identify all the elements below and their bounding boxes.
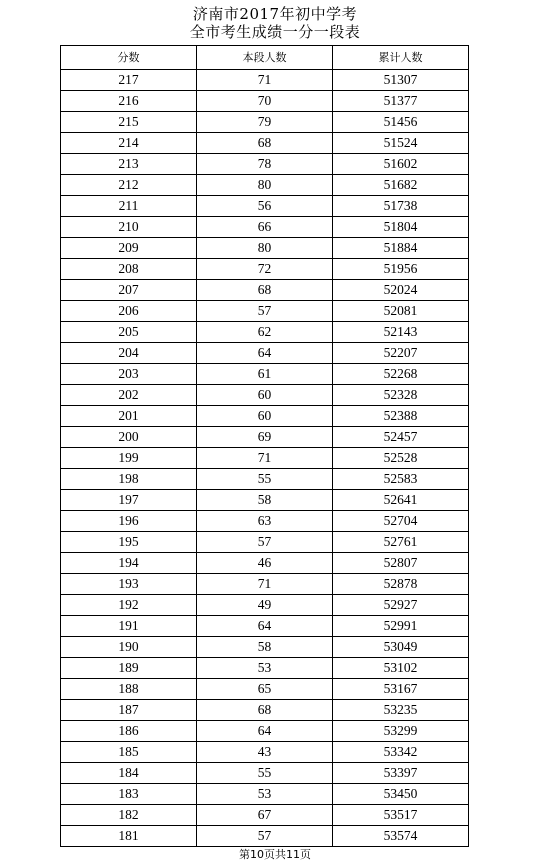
- cell-cumulative-count: 53049: [333, 637, 469, 658]
- table-row: [61, 112, 469, 133]
- cell-cumulative-count: 51307: [333, 70, 469, 91]
- cell-cumulative-count: 52024: [333, 280, 469, 301]
- cell-cumulative-count: 51602: [333, 154, 469, 175]
- cell-score: 203: [61, 364, 197, 385]
- cell-segment-count: 67: [197, 805, 333, 826]
- cell-cumulative-count: 51956: [333, 259, 469, 280]
- table-row: [61, 658, 469, 679]
- table-row: [61, 826, 469, 847]
- cell-score: 194: [61, 553, 197, 574]
- table-row: [61, 427, 469, 448]
- cell-score: 201: [61, 406, 197, 427]
- table-row: [61, 364, 469, 385]
- cell-score: 199: [61, 448, 197, 469]
- table-row: [61, 784, 469, 805]
- cell-score: 190: [61, 637, 197, 658]
- cell-score: 189: [61, 658, 197, 679]
- cell-score: 209: [61, 238, 197, 259]
- table-row: [61, 91, 469, 112]
- cell-segment-count: 80: [197, 238, 333, 259]
- cell-segment-count: 79: [197, 112, 333, 133]
- table-row: [61, 805, 469, 826]
- cell-cumulative-count: 51738: [333, 196, 469, 217]
- cell-cumulative-count: 53235: [333, 700, 469, 721]
- cell-cumulative-count: 53167: [333, 679, 469, 700]
- table-row: [61, 196, 469, 217]
- table-row: [61, 343, 469, 364]
- cell-score: 184: [61, 763, 197, 784]
- table-row: [61, 553, 469, 574]
- cell-segment-count: 71: [197, 70, 333, 91]
- cell-score: 215: [61, 112, 197, 133]
- cell-segment-count: 58: [197, 490, 333, 511]
- cell-score: 185: [61, 742, 197, 763]
- cell-score: 181: [61, 826, 197, 847]
- cell-cumulative-count: 52457: [333, 427, 469, 448]
- table-row: [61, 175, 469, 196]
- cell-segment-count: 57: [197, 532, 333, 553]
- table-row: [61, 259, 469, 280]
- table-row: [61, 133, 469, 154]
- cell-score: 186: [61, 721, 197, 742]
- cell-cumulative-count: 51524: [333, 133, 469, 154]
- cell-segment-count: 53: [197, 658, 333, 679]
- cell-segment-count: 53: [197, 784, 333, 805]
- cell-cumulative-count: 53299: [333, 721, 469, 742]
- table-row: [61, 679, 469, 700]
- cell-segment-count: 60: [197, 385, 333, 406]
- cell-cumulative-count: 51682: [333, 175, 469, 196]
- cell-segment-count: 78: [197, 154, 333, 175]
- header-segment-count: 本段人数: [197, 46, 333, 70]
- cell-segment-count: 63: [197, 511, 333, 532]
- table-row: [61, 406, 469, 427]
- cell-cumulative-count: 52207: [333, 343, 469, 364]
- cell-score: 205: [61, 322, 197, 343]
- table-row: [61, 322, 469, 343]
- table-row: [61, 721, 469, 742]
- cell-cumulative-count: 52704: [333, 511, 469, 532]
- cell-cumulative-count: 53102: [333, 658, 469, 679]
- cell-score: 216: [61, 91, 197, 112]
- table-body: [61, 70, 469, 847]
- table-header-row: [61, 46, 469, 70]
- document-subtitle: 全市考生成绩一分一段表: [189, 23, 361, 41]
- cell-cumulative-count: 51804: [333, 217, 469, 238]
- cell-segment-count: 55: [197, 469, 333, 490]
- cell-cumulative-count: 52388: [333, 406, 469, 427]
- cell-cumulative-count: 52641: [333, 490, 469, 511]
- cell-score: 200: [61, 427, 197, 448]
- cell-segment-count: 62: [197, 322, 333, 343]
- cell-cumulative-count: 52878: [333, 574, 469, 595]
- document-title: 济南市2017年初中学考: [192, 5, 358, 23]
- cell-score: 211: [61, 196, 197, 217]
- cell-cumulative-count: 52143: [333, 322, 469, 343]
- table-row: [61, 385, 469, 406]
- cell-segment-count: 68: [197, 700, 333, 721]
- cell-score: 204: [61, 343, 197, 364]
- score-distribution-table: [60, 45, 469, 847]
- cell-segment-count: 64: [197, 721, 333, 742]
- cell-segment-count: 57: [197, 301, 333, 322]
- table-row: [61, 448, 469, 469]
- cell-score: 191: [61, 616, 197, 637]
- cell-cumulative-count: 52081: [333, 301, 469, 322]
- cell-cumulative-count: 52583: [333, 469, 469, 490]
- cell-score: 195: [61, 532, 197, 553]
- table-row: [61, 700, 469, 721]
- cell-score: 197: [61, 490, 197, 511]
- table-row: [61, 490, 469, 511]
- table-row: [61, 70, 469, 91]
- table-row: [61, 637, 469, 658]
- table-row: [61, 511, 469, 532]
- cell-cumulative-count: 53342: [333, 742, 469, 763]
- table-row: [61, 238, 469, 259]
- cell-segment-count: 49: [197, 595, 333, 616]
- cell-segment-count: 68: [197, 280, 333, 301]
- cell-score: 208: [61, 259, 197, 280]
- cell-segment-count: 80: [197, 175, 333, 196]
- cell-score: 182: [61, 805, 197, 826]
- cell-cumulative-count: 51456: [333, 112, 469, 133]
- header-score: 分数: [61, 46, 197, 70]
- cell-score: 187: [61, 700, 197, 721]
- cell-segment-count: 68: [197, 133, 333, 154]
- cell-cumulative-count: 53574: [333, 826, 469, 847]
- header-cumulative-count: 累计人数: [333, 46, 469, 70]
- cell-cumulative-count: 53450: [333, 784, 469, 805]
- cell-score: 198: [61, 469, 197, 490]
- cell-score: 183: [61, 784, 197, 805]
- table-row: [61, 280, 469, 301]
- cell-segment-count: 70: [197, 91, 333, 112]
- cell-segment-count: 60: [197, 406, 333, 427]
- cell-cumulative-count: 52927: [333, 595, 469, 616]
- cell-score: 207: [61, 280, 197, 301]
- cell-segment-count: 64: [197, 343, 333, 364]
- cell-score: 192: [61, 595, 197, 616]
- table-row: [61, 616, 469, 637]
- cell-segment-count: 71: [197, 574, 333, 595]
- table-row: [61, 595, 469, 616]
- cell-cumulative-count: 53397: [333, 763, 469, 784]
- cell-segment-count: 46: [197, 553, 333, 574]
- table-row: [61, 469, 469, 490]
- cell-segment-count: 58: [197, 637, 333, 658]
- cell-score: 212: [61, 175, 197, 196]
- cell-score: 213: [61, 154, 197, 175]
- table-row: [61, 574, 469, 595]
- cell-cumulative-count: 51884: [333, 238, 469, 259]
- table-row: [61, 763, 469, 784]
- cell-segment-count: 64: [197, 616, 333, 637]
- table-row: [61, 217, 469, 238]
- cell-score: 217: [61, 70, 197, 91]
- cell-score: 214: [61, 133, 197, 154]
- cell-segment-count: 55: [197, 763, 333, 784]
- cell-cumulative-count: 52991: [333, 616, 469, 637]
- cell-cumulative-count: 52328: [333, 385, 469, 406]
- cell-segment-count: 71: [197, 448, 333, 469]
- cell-cumulative-count: 52528: [333, 448, 469, 469]
- table-row: [61, 301, 469, 322]
- page-footer: 第10页共11页: [239, 848, 311, 861]
- cell-score: 210: [61, 217, 197, 238]
- cell-cumulative-count: 53517: [333, 805, 469, 826]
- cell-segment-count: 66: [197, 217, 333, 238]
- cell-cumulative-count: 51377: [333, 91, 469, 112]
- cell-segment-count: 72: [197, 259, 333, 280]
- cell-score: 206: [61, 301, 197, 322]
- cell-score: 196: [61, 511, 197, 532]
- cell-segment-count: 43: [197, 742, 333, 763]
- cell-cumulative-count: 52807: [333, 553, 469, 574]
- cell-segment-count: 57: [197, 826, 333, 847]
- table-row: [61, 154, 469, 175]
- cell-score: 193: [61, 574, 197, 595]
- cell-segment-count: 65: [197, 679, 333, 700]
- cell-segment-count: 61: [197, 364, 333, 385]
- cell-cumulative-count: 52761: [333, 532, 469, 553]
- table-row: [61, 532, 469, 553]
- table-row: [61, 742, 469, 763]
- cell-segment-count: 56: [197, 196, 333, 217]
- cell-segment-count: 69: [197, 427, 333, 448]
- cell-score: 188: [61, 679, 197, 700]
- cell-score: 202: [61, 385, 197, 406]
- cell-cumulative-count: 52268: [333, 364, 469, 385]
